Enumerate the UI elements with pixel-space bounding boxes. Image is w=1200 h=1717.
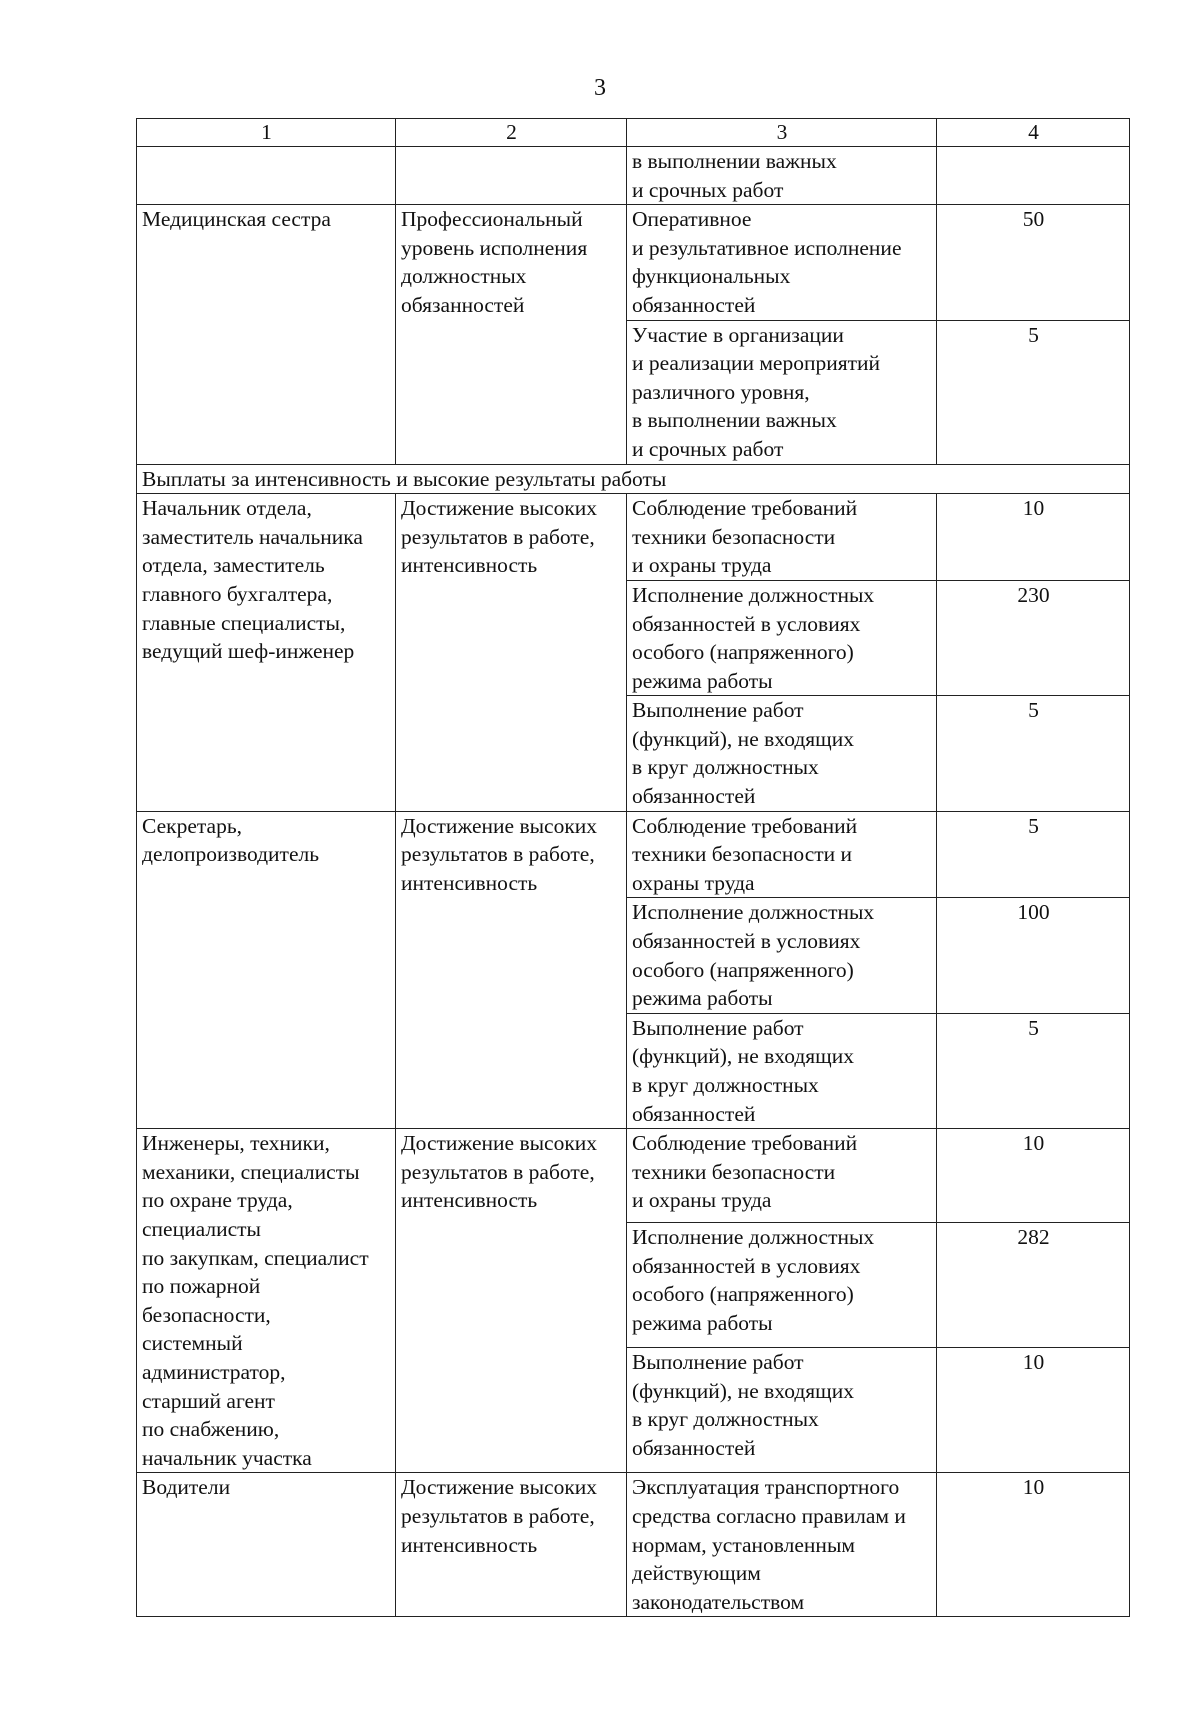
column-header: 1	[137, 119, 396, 147]
column-header: 4	[937, 119, 1130, 147]
table-row	[137, 1473, 1130, 1617]
page-number: 3	[594, 75, 606, 101]
criterion-cell: Соблюдение требований техники безопасности и охраны труда	[627, 811, 937, 898]
table-row	[137, 147, 1130, 205]
payments-table	[136, 118, 1130, 1617]
position-cell: Секретарь, делопроизводитель	[137, 811, 396, 1129]
points-cell	[937, 147, 1130, 205]
section-row	[137, 464, 1130, 494]
criterion-cell: Исполнение должностных обязанностей в условиях особого (напряженного) режима работы	[627, 580, 937, 695]
indicator-cell: Достижение высоких результатов в работе, интенсивность	[396, 1129, 627, 1473]
criterion-cell: Выполнение работ (функций), не входящих в круг должностных обязанностей	[627, 1013, 937, 1128]
position-cell: Водители	[137, 1473, 396, 1617]
points-cell: 5	[937, 811, 1130, 898]
points-cell: 100	[937, 898, 1130, 1013]
indicator-cell: Достижение высоких результатов в работе, интенсивность	[396, 1473, 627, 1617]
points-cell: 10	[937, 1129, 1130, 1223]
criterion-cell: Исполнение должностных обязанностей в условиях особого (напряженного) режима работы	[627, 898, 937, 1013]
indicator-cell: Достижение высоких результатов в работе, интенсивность	[396, 811, 627, 1129]
points-cell: 5	[937, 1013, 1130, 1128]
criterion-cell: Соблюдение требований техники безопасности и охраны труда	[627, 494, 937, 581]
criterion-cell: в выполнении важных и срочных работ	[627, 147, 937, 205]
points-cell: 10	[937, 1348, 1130, 1473]
table-row	[137, 1129, 1130, 1223]
table-header-row	[137, 119, 1130, 147]
table-row	[137, 205, 1130, 320]
position-cell: Медицинская сестра	[137, 205, 396, 464]
position-cell: Начальник отдела, заместитель начальника отдела, заместитель главного бухгалтера, главные специалисты, ведущий шеф-инженер	[137, 494, 396, 812]
indicator-cell: Достижение высоких результатов в работе, интенсивность	[396, 494, 627, 812]
points-cell: 282	[937, 1223, 1130, 1348]
criterion-cell: Оперативное и результативное исполнение функциональных обязанностей	[627, 205, 937, 320]
points-cell: 5	[937, 320, 1130, 464]
section-title: Выплаты за интенсивность и высокие результаты работы	[137, 464, 1130, 494]
table-row	[137, 811, 1130, 898]
column-header: 3	[627, 119, 937, 147]
indicator-cell: Профессиональный уровень исполнения должностных обязанностей	[396, 205, 627, 464]
points-cell: 230	[937, 580, 1130, 695]
position-cell: Инженеры, техники, механики, специалисты по охране труда, специалисты по закупкам, специалист по пожарной безопасности, системный администратор, старший агент по снабжению, начальник участка	[137, 1129, 396, 1473]
criterion-cell: Соблюдение требований техники безопасности и охраны труда	[627, 1129, 937, 1223]
points-cell: 10	[937, 494, 1130, 581]
criterion-cell: Выполнение работ (функций), не входящих в круг должностных обязанностей	[627, 696, 937, 811]
points-cell: 10	[937, 1473, 1130, 1617]
points-cell: 50	[937, 205, 1130, 320]
table-row	[137, 494, 1130, 581]
criterion-cell: Выполнение работ (функций), не входящих в круг должностных обязанностей	[627, 1348, 937, 1473]
column-header: 2	[396, 119, 627, 147]
points-cell: 5	[937, 696, 1130, 811]
criterion-cell: Исполнение должностных обязанностей в условиях особого (напряженного) режима работы	[627, 1223, 937, 1348]
indicator-cell	[396, 147, 627, 205]
position-cell	[137, 147, 396, 205]
criterion-cell: Эксплуатация транспортного средства согласно правилам и нормам, установленным действующим законодательством	[627, 1473, 937, 1617]
criterion-cell: Участие в организации и реализации мероприятий различного уровня, в выполнении важных и срочных работ	[627, 320, 937, 464]
